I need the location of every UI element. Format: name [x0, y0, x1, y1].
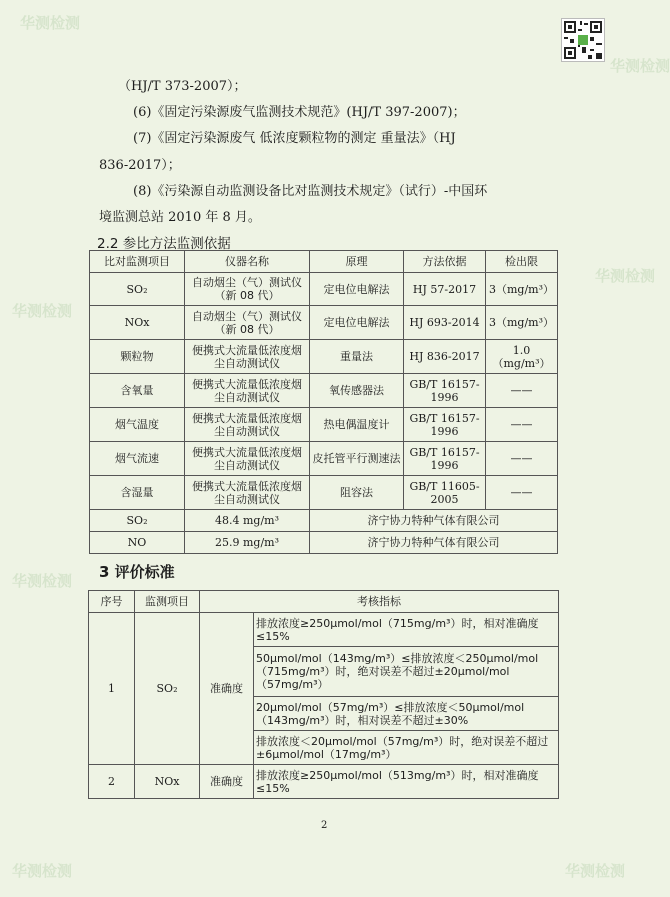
- table-cell: 烟气温度: [90, 408, 185, 442]
- table-cell: 准确度: [200, 765, 254, 799]
- qr-code-icon: [561, 18, 605, 62]
- table-cell: 1: [89, 613, 135, 765]
- table-row: [89, 613, 559, 647]
- table-row: [90, 306, 558, 340]
- reference-line: 境监测总站 2010 年 8 月。: [99, 210, 261, 225]
- reference-method-table: [89, 250, 558, 554]
- table-row: [90, 510, 558, 532]
- watermark-text: 华测检测: [12, 302, 73, 320]
- table-cell: NO: [90, 532, 185, 554]
- table-cell: 排放浓度≥250μmol/mol（715mg/m³）时，相对准确度≤15%: [254, 613, 559, 647]
- table-header-row: [89, 591, 559, 613]
- table-cell: GB/T 11605-2005: [404, 476, 486, 510]
- section-heading: 3 评价标准: [99, 563, 175, 581]
- reference-line: (7)《固定污染源废气 低浓度颗粒物的测定 重量法》（HJ: [133, 131, 456, 146]
- evaluation-criteria-table: [88, 590, 559, 799]
- table-row: [90, 442, 558, 476]
- table-cell: NOx: [135, 765, 200, 799]
- table-row: [90, 374, 558, 408]
- table-cell: GB/T 16157-1996: [404, 442, 486, 476]
- table-cell: 阻容法: [310, 476, 404, 510]
- table-row: [90, 340, 558, 374]
- table-header-cell: 比对监测项目: [90, 251, 185, 273]
- table-cell: 2: [89, 765, 135, 799]
- table-cell: 排放浓度≥250μmol/mol（513mg/m³）时，相对准确度≤15%: [254, 765, 559, 799]
- table-cell: 便携式大流量低浓度烟尘自动测试仪: [185, 340, 310, 374]
- table-cell: 便携式大流量低浓度烟尘自动测试仪: [185, 408, 310, 442]
- table-header-cell: 仪器名称: [185, 251, 310, 273]
- reference-line: （HJ/T 373-2007）；: [118, 79, 247, 94]
- watermark-text: 华测检测: [20, 14, 81, 32]
- table-cell: 1.0（mg/m³）: [486, 340, 558, 374]
- reference-line: (6)《固定污染源废气监测技术规范》(HJ/T 397-2007)；: [133, 105, 466, 120]
- table-cell: 便携式大流量低浓度烟尘自动测试仪: [185, 442, 310, 476]
- table-header-row: [90, 251, 558, 273]
- table-cell: 3（mg/m³）: [486, 306, 558, 340]
- table-cell: HJ 57-2017: [404, 273, 486, 306]
- table-cell: 皮托管平行测速法: [310, 442, 404, 476]
- table-row: [90, 408, 558, 442]
- table-row: [89, 765, 559, 799]
- table-cell: ——: [486, 476, 558, 510]
- reference-line: (8)《污染源自动监测设备比对监测技术规定》（试行）-中国环: [133, 184, 488, 199]
- table-cell: 定电位电解法: [310, 273, 404, 306]
- table-header-cell: 监测项目: [135, 591, 200, 613]
- table-header-cell: 考核指标: [200, 591, 559, 613]
- table-cell: HJ 836-2017: [404, 340, 486, 374]
- table-cell: 20μmol/mol（57mg/m³）≤排放浓度＜50μmol/mol（143mg/m³）时，相对误差不超过±30%: [254, 697, 559, 731]
- watermark-text: 华测检测: [595, 267, 656, 285]
- table-cell: SO₂: [135, 613, 200, 765]
- watermark-text: 华测检测: [565, 862, 626, 880]
- table-cell: 济宁协力特种气体有限公司: [310, 510, 558, 532]
- watermark-text: 华测检测: [12, 572, 73, 590]
- table-cell: GB/T 16157-1996: [404, 408, 486, 442]
- table-row: [90, 532, 558, 554]
- table-cell: SO₂: [90, 510, 185, 532]
- table-cell: 颗粒物: [90, 340, 185, 374]
- table-cell: 定电位电解法: [310, 306, 404, 340]
- table-row: [90, 273, 558, 306]
- table-cell: ——: [486, 408, 558, 442]
- table-cell: 含氧量: [90, 374, 185, 408]
- reference-line: 836-2017）；: [99, 158, 181, 173]
- table-cell: 自动烟尘（气）测试仪（新 08 代）: [185, 306, 310, 340]
- table-header-cell: 检出限: [486, 251, 558, 273]
- watermark-text: 华测检测: [12, 862, 73, 880]
- table-cell: 50μmol/mol（143mg/m³）≤排放浓度＜250μmol/mol（715mg/m³）时，绝对误差不超过±20μmol/mol（57mg/m³）: [254, 647, 559, 697]
- table-cell: 排放浓度＜20μmol/mol（57mg/m³）时，绝对误差不超过±6μmol/mol（17mg/m³）: [254, 731, 559, 765]
- table-cell: 25.9 mg/m³: [185, 532, 310, 554]
- watermark-text: 华测检测: [610, 57, 670, 75]
- section-heading: 2.2 参比方法监测依据: [97, 236, 231, 252]
- table-cell: 含湿量: [90, 476, 185, 510]
- table-header-cell: 序号: [89, 591, 135, 613]
- table-cell: SO₂: [90, 273, 185, 306]
- table-cell: 烟气流速: [90, 442, 185, 476]
- table-cell: ——: [486, 442, 558, 476]
- table-row: [90, 476, 558, 510]
- table-cell: ——: [486, 374, 558, 408]
- table-cell: 便携式大流量低浓度烟尘自动测试仪: [185, 374, 310, 408]
- table-cell: 自动烟尘（气）测试仪（新 08 代）: [185, 273, 310, 306]
- table-cell: HJ 693-2014: [404, 306, 486, 340]
- table-header-cell: 原理: [310, 251, 404, 273]
- table-header-cell: 方法依据: [404, 251, 486, 273]
- table-cell: NOx: [90, 306, 185, 340]
- table-cell: 重量法: [310, 340, 404, 374]
- page-number: 2: [321, 820, 328, 831]
- table-cell: 3（mg/m³）: [486, 273, 558, 306]
- table-cell: 氧传感器法: [310, 374, 404, 408]
- table-cell: GB/T 16157-1996: [404, 374, 486, 408]
- table-cell: 48.4 mg/m³: [185, 510, 310, 532]
- table-cell: 准确度: [200, 613, 254, 765]
- table-cell: 热电偶温度计: [310, 408, 404, 442]
- table-cell: 便携式大流量低浓度烟尘自动测试仪: [185, 476, 310, 510]
- table-cell: 济宁协力特种气体有限公司: [310, 532, 558, 554]
